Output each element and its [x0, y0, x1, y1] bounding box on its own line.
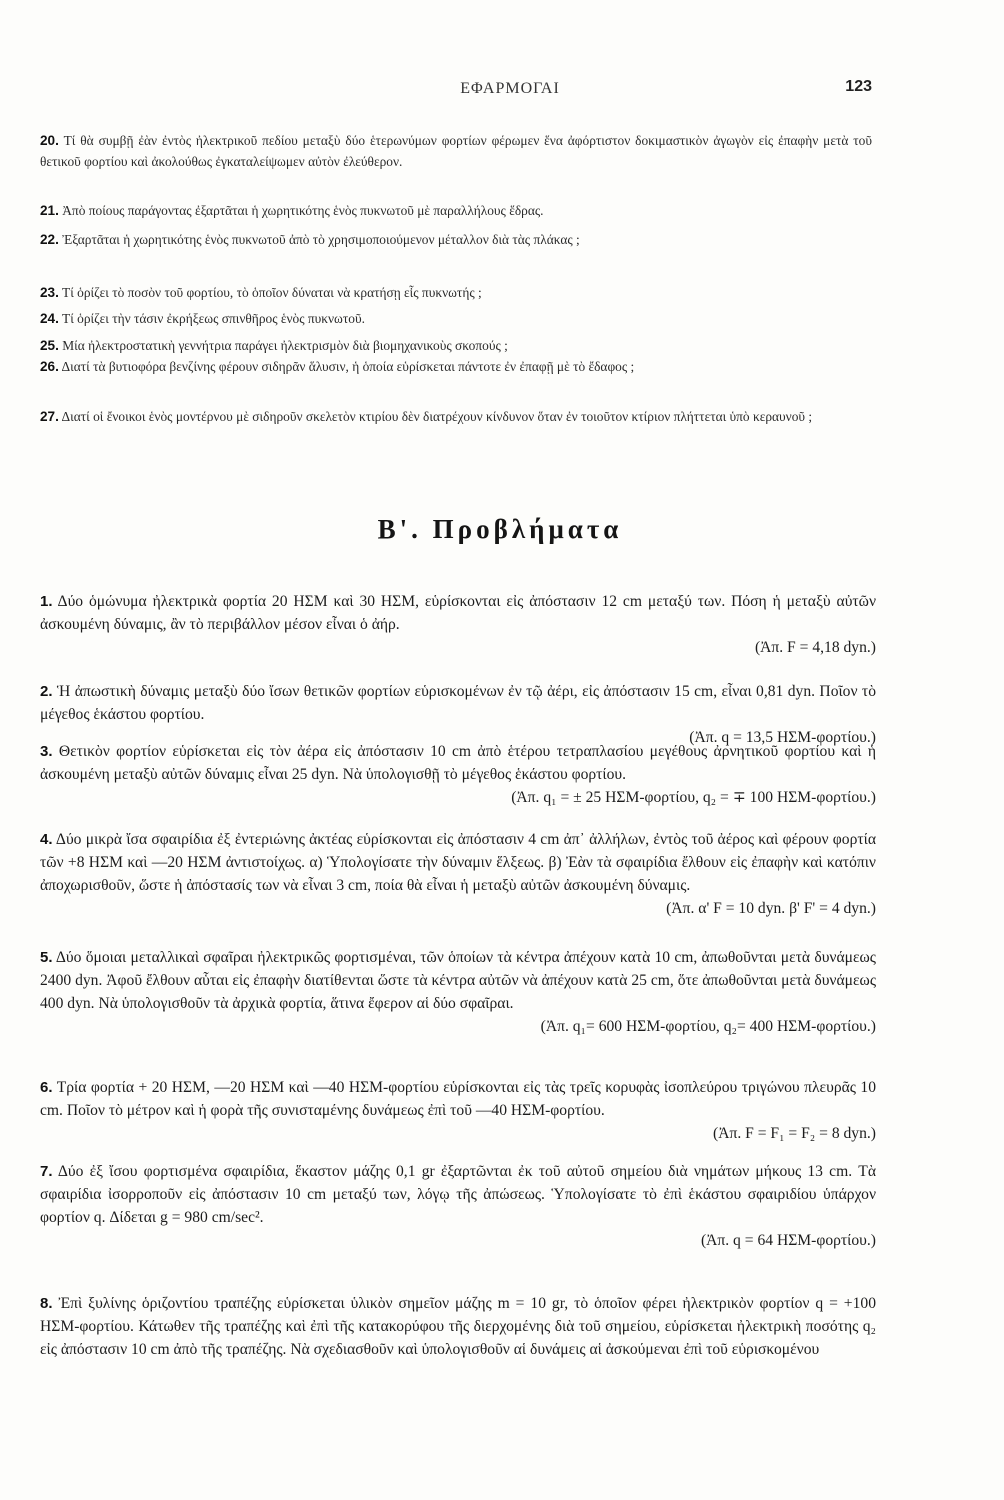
question-text: Τί ὁρίζει τὸ ποσὸν τοῦ φορτίου, τὸ ὁποῖον δύναται νὰ κρατήσῃ εἷς πυκνωτής ;: [62, 285, 482, 300]
problem-number: 1.: [40, 593, 53, 610]
problem-text: Ἐπὶ ξυλίνης ὁριζοντίου τραπέζης εὑρίσκεται ὑλικὸν σημεῖον μάζης m = 10 gr, τὸ ὁποῖον φέρει ἠλεκτρικὸν φορτίον q = +100 ΗΣΜ-φορτίου. Κάτωθεν τῆς τραπέζης καὶ ἐπὶ τῆς κατακορύφου τῆς διερχομένης διὰ τοῦ σημείου, εὑρίσκεται ἠλεκτρικὴ ποσότης q₂ εἰς ἀπόστασιν 10 cm ἀπὸ τῆς τραπέζης. Νὰ σχεδιασθοῦν καὶ ὑπολογισθοῦν αἱ δυνάμεις αἱ ἀσκούμεναι ἐπὶ τοῦ εὑρισκομένου: [40, 1295, 876, 1358]
question-number: 26.: [40, 359, 59, 374]
problem-5: [40, 946, 876, 1038]
question-number: 21.: [40, 203, 59, 218]
problem-1: [40, 590, 876, 659]
problem-number: 5.: [40, 949, 53, 966]
problem-text: Δύο ὅμοιαι μεταλλικαὶ σφαῖραι ἠλεκτρικῶς φορτισμέναι, τῶν ὁποίων τὰ κέντρα ἀπέχουν κατὰ 10 cm, ἀπωθοῦνται μετὰ δυνάμεως 2400 dyn. Ἀφοῦ ἔλθουν αὗται εἰς ἐπαφὴν διατίθενται ὥστε τὰ κέντρα αὐτῶν νὰ ἀπέχουν κατὰ 25 cm, ὅτε ἀπωθοῦνται μετὰ δυνάμεως 400 dyn. Νὰ ὑπολογισθοῦν τὰ ἀρχικὰ φορτία, ἅτινα ἔφερον αἱ δύο σφαῖραι.: [40, 949, 876, 1012]
problem-3: [40, 740, 876, 809]
problem-8: [40, 1292, 876, 1361]
problem-text: Δύο μικρὰ ἴσα σφαιρίδια ἐξ ἐντεριώνης ἀκτέας εὑρίσκονται εἰς ἀπόστασιν 4 cm ἀπ᾽ ἀλλήλων, ἐντὸς τοῦ ἀέρος καὶ φέρουν φορτία τῶν +8 ΗΣΜ καὶ —20 ΗΣΜ ἀντιστοίχως. α) Ὑπολογίσατε τὴν δύναμιν ἕλξεως. β) Ἐὰν τὰ σφαιρίδια ἔλθουν εἰς ἐπαφὴν καὶ κατόπιν ἀποχωρισθοῦν, ὥστε ἡ ἀπόστασίς των νὰ εἶναι 3 cm, ποία θὰ εἶναι ἡ μεταξὺ αὐτῶν ἀσκουμένη δύναμις.: [40, 831, 876, 894]
problem-text: Θετικὸν φορτίον εὑρίσκεται εἰς τὸν ἀέρα εἰς ἀπόστασιν 10 cm ἀπὸ ἑτέρου τετραπλασίου μεγέθους ἀρνητικοῦ φορτίου καὶ ἡ ἀσκουμένη μεταξὺ αὐτῶν δύναμις εἶναι 25 dyn. Νὰ ὑπολογισθῇ τὸ μέγεθος ἑκάστου φορτίου.: [40, 743, 876, 783]
problem-answer: (Ἀπ. q = 13,5 ΗΣΜ-φορτίου.): [689, 729, 876, 746]
question-text: Διατί τὰ βυτιοφόρα βενζίνης φέρουν σιδηρᾶν ἅλυσιν, ἡ ὁποία εὑρίσκεται πάντοτε ἐν ἐπαφῇ μὲ τὸ ἔδαφος ;: [61, 359, 635, 374]
question-25: [40, 335, 872, 356]
problem-answer: (Ἀπ. F = F₁ = F₂ = 8 dyn.): [713, 1125, 876, 1142]
question-text: Μία ἠλεκτροστατικὴ γεννήτρια παράγει ἠλεκτρισμὸν διὰ βιομηχανικοὺς σκοπούς ;: [62, 338, 508, 353]
problem-number: 7.: [40, 1163, 53, 1180]
question-24: [40, 308, 872, 329]
problem-number: 2.: [40, 683, 53, 700]
question-number: 27.: [40, 409, 59, 424]
problem-answer: (Ἀπ. q = 64 ΗΣΜ-φορτίου.): [700, 1232, 876, 1249]
question-26: [40, 356, 872, 377]
problem-text: Ἡ ἀπωστικὴ δύναμις μεταξὺ δύο ἴσων θετικῶν φορτίων εὑρισκομένων ἐν τῷ ἀέρι, εἰς ἀπόστασιν 15 cm, εἶναι 0,81 dyn. Ποῖον τὸ μέγεθος ἑκάστου φορτίου.: [40, 683, 876, 723]
question-20: [40, 130, 872, 172]
problem-answer: (Ἀπ. α' F = 10 dyn. β' F' = 4 dyn.): [666, 900, 876, 917]
question-number: 20.: [40, 133, 59, 148]
question-number: 22.: [40, 232, 59, 247]
question-text: Τί ὁρίζει τὴν τάσιν ἐκρήξεως σπινθῆρος ἑνὸς πυκνωτοῦ.: [62, 311, 365, 326]
problem-7: [40, 1160, 876, 1252]
question-text: Τί θὰ συμβῇ ἐὰν ἐντὸς ἠλεκτρικοῦ πεδίου μεταξὺ δύο ἑτερωνύμων φορτίων φέρωμεν ἕνα ἀφόρτιστον δοκιμαστικὸν ἀγωγὸν εἰς ἐπαφὴν μετὰ τοῦ θετικοῦ φορτίου καὶ ἀκολούθως ἐγκαταλείψωμεν αὐτὸν ἐλεύθερον.: [40, 133, 872, 169]
question-text: Ἀπὸ ποίους παράγοντας ἐξαρτᾶται ἡ χωρητικότης ἑνὸς πυκνωτοῦ μὲ παραλλήλους ἕδρας.: [62, 203, 544, 218]
problem-text: Τρία φορτία + 20 ΗΣΜ, —20 ΗΣΜ καὶ —40 ΗΣΜ-φορτίου εὑρίσκονται εἰς τὰς τρεῖς κορυφὰς ἰσοπλεύρου τριγώνου πλευρᾶς 10 cm. Ποῖον τὸ μέτρον καὶ ἡ φορὰ τῆς συνισταμένης δυνάμεως ἐπὶ τοῦ —40 ΗΣΜ-φορτίου.: [40, 1079, 876, 1119]
problem-number: 4.: [40, 831, 53, 848]
question-23: [40, 282, 872, 303]
problem-text: Δύο ὁμώνυμα ἠλεκτρικὰ φορτία 20 ΗΣΜ καὶ 30 ΗΣΜ, εὑρίσκονται εἰς ἀπόστασιν 12 cm μεταξύ των. Πόση ἡ μεταξὺ αὐτῶν ἀσκουμένη δύναμις, ἂν τὸ περιβάλλον μέσον εἶναι ὁ ἀήρ.: [40, 593, 876, 633]
problem-6: [40, 1076, 876, 1145]
question-text: Ἐξαρτᾶται ἡ χωρητικότης ἑνὸς πυκνωτοῦ ἀπὸ τὸ χρησιμοποιούμενον μέταλλον διὰ τὰς πλάκας ;: [62, 232, 580, 247]
problem-number: 6.: [40, 1079, 53, 1096]
problem-2: [40, 680, 876, 749]
problem-number: 3.: [40, 743, 53, 760]
page-number: 123: [845, 78, 872, 95]
question-number: 25.: [40, 338, 59, 353]
question-number: 24.: [40, 311, 59, 326]
section-heading-problems: Β'. Προβλήματα: [377, 514, 623, 544]
question-number: 23.: [40, 285, 59, 300]
question-27: [40, 406, 872, 427]
running-header-title: ΕΦΑΡΜΟΓΑΙ: [460, 80, 560, 97]
question-22: [40, 229, 872, 250]
problem-answer: (Ἀπ. q₁= 600 ΗΣΜ-φορτίου, q₂= 400 ΗΣΜ-φορτίου.): [540, 1018, 876, 1035]
problem-answer: (Ἀπ. F = 4,18 dyn.): [754, 639, 876, 656]
problem-number: 8.: [40, 1295, 53, 1312]
problem-4: [40, 828, 876, 920]
problem-text: Δύο ἐξ ἴσου φορτισμένα σφαιρίδια, ἕκαστον μάζης 0,1 gr ἐξαρτῶνται ἐκ τοῦ αὐτοῦ σημείου διὰ νημάτων μήκους 13 cm. Τὰ σφαιρίδια ἰσορροποῦν εἰς ἀπόστασιν 10 cm μεταξύ των, λόγῳ τῆς ἀπώσεως. Ὑπολογίσατε τὸ ἐπὶ ἑκάστου σφαιριδίου ὑπάρχον φορτίον q. Δίδεται g = 980 cm/sec².: [40, 1163, 876, 1226]
question-21: [40, 200, 872, 221]
problem-answer: (Ἀπ. q₁ = ± 25 ΗΣΜ-φορτίου, q₂ = ∓ 100 ΗΣΜ-φορτίου.): [511, 789, 876, 806]
question-text: Διατί οἱ ἔνοικοι ἑνὸς μοντέρνου μὲ σιδηροῦν σκελετὸν κτιρίου δὲν διατρέχουν κίνδυνον ὅταν ἐν τοιοῦτον κτίριον πλήττεται ὑπὸ κεραυνοῦ ;: [61, 409, 813, 424]
